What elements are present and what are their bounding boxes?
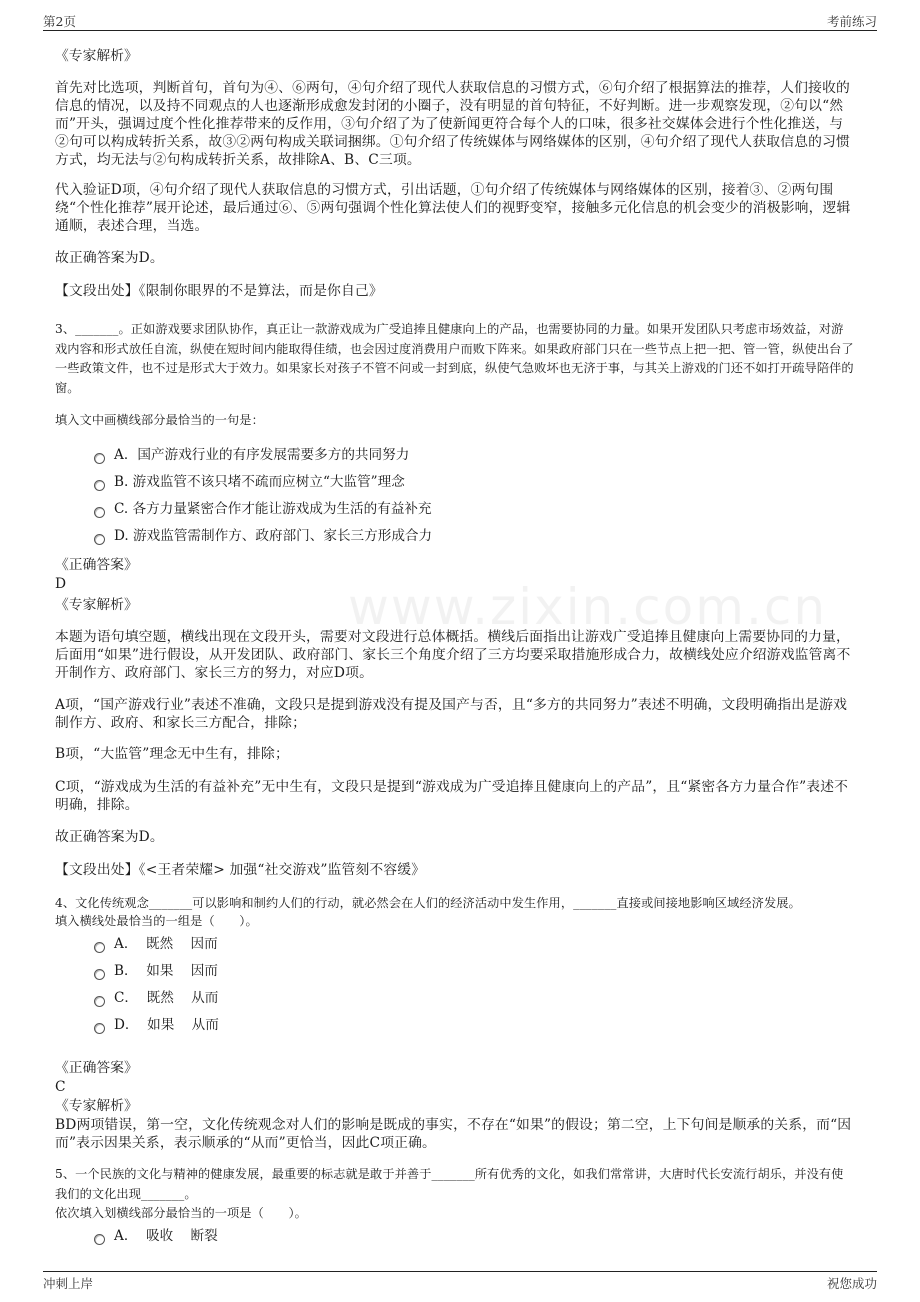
radio-icon[interactable] (94, 507, 105, 518)
q2-analysis-para2: 代入验证D项，④句介绍了现代人获取信息的习惯方式，引出话题，①句介绍了传统媒体与网络媒体的区别，接着③、②两句围绕“个性化推荐”展开论述，最后通过⑥、⑤两句强调个性化算法使人们的视野变窄，接触多元化信息的机会变少的消极影响，逻辑通顺，表述合理，当选。 (55, 182, 851, 234)
page-footer (43, 1271, 877, 1292)
radio-icon[interactable] (94, 453, 105, 464)
q4-option-c-label: C． 既然 从而 (114, 990, 219, 1006)
q5-option-a-label: A． 吸收 断裂 (114, 1228, 218, 1244)
q4-analysis-label: 《专家解析》 (55, 1098, 138, 1114)
q3-prompt: 填入文中画横线部分最恰当的一句是： (55, 413, 264, 427)
q3-option-d[interactable] (94, 527, 432, 545)
q5-option-a[interactable] (94, 1227, 218, 1245)
radio-icon[interactable] (94, 942, 105, 953)
radio-icon[interactable] (94, 969, 105, 980)
q4-answer: C (55, 1079, 66, 1095)
q3-option-d-label: D. 游戏监管需制作方、政府部门、家长三方形成合力 (114, 528, 433, 544)
radio-icon[interactable] (94, 996, 105, 1007)
q3-option-a-label: A．国产游戏行业的有序发展需要多方的共同努力 (114, 447, 410, 463)
q4-option-c[interactable] (94, 989, 218, 1007)
radio-icon[interactable] (94, 1234, 105, 1245)
footer-left: 冲刺上岸 (43, 1276, 94, 1291)
q4-option-d[interactable] (94, 1016, 219, 1034)
q3-analysis-label: 《专家解析》 (55, 597, 138, 613)
q3-source: 【文段出处】《<王者荣耀> 加强“社交游戏”监管刻不容缓》 (55, 862, 426, 878)
q4-option-d-label: D． 如果 从而 (114, 1017, 219, 1033)
page-number: 第2页 (43, 14, 76, 29)
q2-source: 【文段出处】《限制你眼界的不是算法，而是你自己》 (55, 283, 383, 299)
q5-prompt: 依次填入划横线部分最恰当的一项是（ ）。 (55, 1206, 307, 1220)
page-header (43, 12, 877, 31)
q4-answer-label: 《正确答案》 (55, 1060, 138, 1076)
radio-icon[interactable] (94, 1023, 105, 1034)
q3-conclusion: 故正确答案为D。 (55, 829, 164, 845)
radio-icon[interactable] (94, 480, 105, 491)
radio-icon[interactable] (94, 534, 105, 545)
q4-prompt: 填入横线处最恰当的一组是（ ）。 (55, 914, 258, 928)
q4-stem: 4、文化传统观念_______可以影响和制约人们的行动，就必然会在人们的经济活动中发生作用，_______直接或间接地影响区域经济发展。 (55, 896, 801, 910)
q3-option-b-label: B. 游戏监管不该只堵不疏而应树立“大监管”理念 (114, 474, 405, 490)
q4-option-a-label: A． 既然 因而 (114, 936, 218, 952)
q4-analysis-para1: BD两项错误，第一空，文化传统观念对人们的影响是既成的事实，不存在“如果”的假设；第二空，上下句间是顺承的关系，而“因而”表示因果关系，表示顺承的“从而”更恰当，因此C项正确。 (55, 1117, 852, 1151)
q3-option-a[interactable] (94, 446, 409, 464)
q4-option-b[interactable] (94, 962, 218, 980)
q4-option-b-label: B． 如果 因而 (114, 963, 218, 979)
footer-right: 祝您成功 (826, 1276, 877, 1291)
q3-stem: 3、_______。正如游戏要求团队协作，真正让一款游戏成为广受追捧且健康向上的产品，也需要协同的力量。如果开发团队只考虑市场效益，对游戏内容和形式放任自流，纵使在短时间内能取得佳绩，也会因过度消费用户而败下阵来。如果政府部门只在一些节点上把一把、管一管，纵使出台了一些政策文件，也不过是形式大于效力。如果家长对孩子不管不问或一封到底，纵使气急败坏也无济于事，与其关上游戏的门还不如打开疏导陪伴的窗。 (55, 322, 854, 395)
q5-stem: 5、一个民族的文化与精神的健康发展，最重要的标志就是敢于并善于_______所有优秀的文化，如我们常常讲，大唐时代长安流行胡乐，并没有使我们的文化出现_______。 (55, 1167, 844, 1201)
q3-option-c-label: C. 各方力量紧密合作才能让游戏成为生活的有益补充 (114, 501, 432, 517)
q3-answer: D (55, 576, 67, 592)
header-title: 考前练习 (826, 14, 877, 29)
q3-analysis-para1: 本题为语句填空题，横线出现在文段开头，需要对文段进行总体概括。横线后面指出让游戏广受追捧且健康向上需要协同的力量，后面用“如果”进行假设，从开发团队、政府部门、家长三个角度介绍了三方均要采取措施形成合力，故横线处应介绍游戏监管离不开制作方、政府部门、家长三方的努力，对应D项。 (55, 629, 851, 681)
q3-option-c[interactable] (94, 500, 432, 518)
q3-analysis-para3: B项，“大监管”理念无中生有，排除； (55, 746, 289, 762)
q2-conclusion: 故正确答案为D。 (55, 250, 164, 266)
q4-option-a[interactable] (94, 935, 218, 953)
q3-option-b[interactable] (94, 473, 405, 491)
q3-analysis-para4: C项，“游戏成为生活的有益补充”无中生有，文段只是提到“游戏成为广受追捧且健康向上的产品”，且“紧密各方力量合作”表述不明确，排除。 (55, 779, 849, 813)
q3-answer-label: 《正确答案》 (55, 557, 138, 573)
watermark: www.zixin.com.cn (348, 578, 828, 636)
q3-analysis-para2: A项，“国产游戏行业”表述不准确，文段只是提到游戏没有提及国产与否，且“多方的共同努力”表述不明确，文段明确指出是游戏制作方、政府、和家长三方配合，排除； (55, 697, 848, 731)
q2-analysis-para1: 首先对比选项，判断首句，首句为④、⑥两句，④句介绍了现代人获取信息的习惯方式，⑥句介绍了根据算法的推荐，人们接收的信息的情况，以及持不同观点的人也逐渐形成愈发封闭的小圈子，没有明显的首句特征，不好判断。进一步观察发现，②句以“然而”开头，强调过度个性化推荐带来的反作用，③句介绍了为了使新闻更符合每个人的口味，很多社交媒体会进行个性化推送，与②句可以构成转折关系，故③②两句构成关联词捆绑。①句介绍了传统媒体与网络媒体的区别，④句介绍了现代人获取信息的习惯方式，均无法与②句构成转折关系，故排除A、B、C三项。 (55, 80, 850, 168)
q2-analysis-label: 《专家解析》 (55, 48, 138, 64)
